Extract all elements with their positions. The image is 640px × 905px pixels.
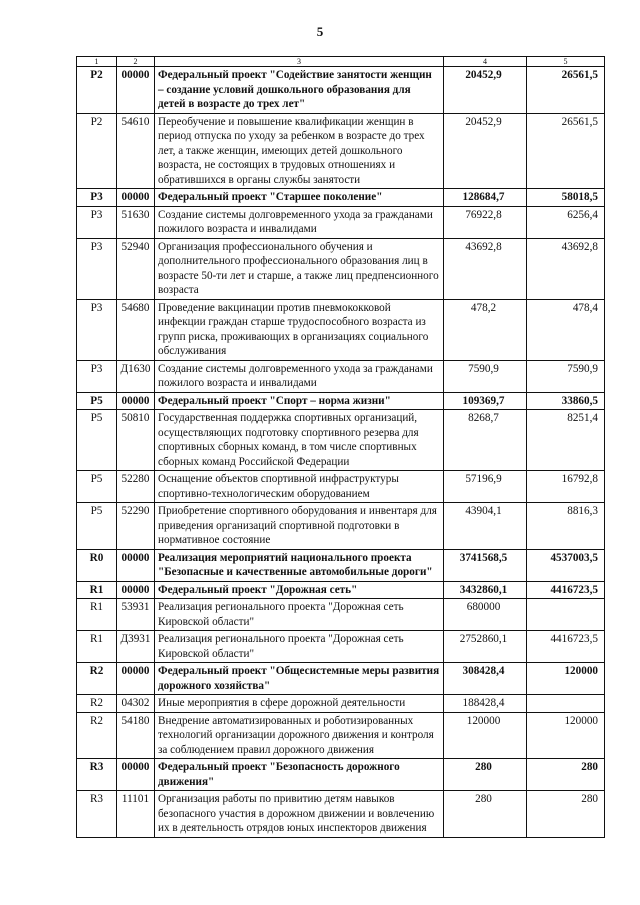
row-value-col4: 76922,8 (444, 206, 527, 238)
row-code: Р2 (77, 67, 117, 114)
row-value-col5: 7590,9 (527, 360, 605, 392)
row-value-col4: 43904,1 (444, 503, 527, 550)
column-number-2: 2 (117, 57, 155, 67)
row-code: R2 (77, 695, 117, 713)
row-subcode: 54680 (117, 299, 155, 360)
row-value-col4: 43692,8 (444, 238, 527, 299)
row-subcode: 00000 (117, 549, 155, 581)
row-subcode: 04302 (117, 695, 155, 713)
row-subcode: Д1630 (117, 360, 155, 392)
table-row (77, 712, 605, 759)
row-value-col5: 8251,4 (527, 410, 605, 471)
row-value-col5: 26561,5 (527, 113, 605, 189)
row-name: Реализация регионального проекта "Дорожная сеть Кировской области" (155, 599, 444, 631)
row-value-col5: 280 (527, 759, 605, 791)
row-value-col5: 58018,5 (527, 189, 605, 207)
row-code: R1 (77, 581, 117, 599)
table-row (77, 695, 605, 713)
row-value-col5: 4416723,5 (527, 581, 605, 599)
row-name: Создание системы долговременного ухода за гражданами пожилого возраста и инвалидами (155, 206, 444, 238)
row-value-col5: 4537003,5 (527, 549, 605, 581)
row-name: Проведение вакцинации против пневмококковой инфекции граждан старше трудоспособного возраста из групп риска, проживающих в организациях социального обслуживания (155, 299, 444, 360)
row-code: R3 (77, 759, 117, 791)
row-value-col4: 280 (444, 791, 527, 838)
row-subcode: 51630 (117, 206, 155, 238)
row-name: Приобретение спортивного оборудования и инвентаря для приведения организаций спортивной подготовки в нормативное состояние (155, 503, 444, 550)
row-value-col5: 280 (527, 791, 605, 838)
row-value-col5: 120000 (527, 663, 605, 695)
row-value-col4: 2752860,1 (444, 631, 527, 663)
row-code: Р5 (77, 392, 117, 410)
row-value-col4: 478,2 (444, 299, 527, 360)
row-name: Иные мероприятия в сфере дорожной деятельности (155, 695, 444, 713)
table-row (77, 360, 605, 392)
row-value-col4: 3432860,1 (444, 581, 527, 599)
row-code: Р5 (77, 503, 117, 550)
row-subcode: 53931 (117, 599, 155, 631)
row-subcode: 52290 (117, 503, 155, 550)
row-subcode: 00000 (117, 581, 155, 599)
row-subcode: 50810 (117, 410, 155, 471)
row-value-col5: 33860,5 (527, 392, 605, 410)
row-name: Переобучение и повышение квалификации женщин в период отпуска по уходу за ребенком в возрасте до трех лет, а также женщин, имеющих детей дошкольного возраста, не состоящих в трудовых отношениях и обратившихся в органы службы занятости (155, 113, 444, 189)
row-name: Организация профессионального обучения и дополнительного профессионального образования лиц в возрасте 50-ти лет и старше, а также лиц предпенсионного возраста (155, 238, 444, 299)
row-subcode: 00000 (117, 392, 155, 410)
row-value-col5: 120000 (527, 712, 605, 759)
table-row (77, 238, 605, 299)
row-value-col5 (527, 599, 605, 631)
row-value-col4: 3741568,5 (444, 549, 527, 581)
row-subcode: 00000 (117, 663, 155, 695)
table-row (77, 189, 605, 207)
row-code: R3 (77, 791, 117, 838)
row-value-col4: 8268,7 (444, 410, 527, 471)
row-value-col5 (527, 695, 605, 713)
row-code: R1 (77, 599, 117, 631)
row-subcode: 54610 (117, 113, 155, 189)
row-value-col4: 120000 (444, 712, 527, 759)
table-row (77, 410, 605, 471)
row-code: Р3 (77, 360, 117, 392)
row-subcode: 11101 (117, 791, 155, 838)
row-subcode: 52940 (117, 238, 155, 299)
row-subcode: 00000 (117, 67, 155, 114)
table-row (77, 549, 605, 581)
row-name: Реализация мероприятий национального проекта "Безопасные и качественные автомобильные дороги" (155, 549, 444, 581)
row-name: Федеральный проект "Безопасность дорожного движения" (155, 759, 444, 791)
row-value-col4: 20452,9 (444, 67, 527, 114)
row-code: Р3 (77, 238, 117, 299)
row-code: Р3 (77, 206, 117, 238)
row-value-col5: 478,4 (527, 299, 605, 360)
row-code: R2 (77, 712, 117, 759)
row-name: Государственная поддержка спортивных организаций, осуществляющих подготовку спортивного резерва для спортивных сборных команд, в том числе спортивных сборных команд Российской Федерации (155, 410, 444, 471)
row-value-col4: 680000 (444, 599, 527, 631)
row-name: Федеральный проект "Спорт – норма жизни" (155, 392, 444, 410)
row-name: Оснащение объектов спортивной инфраструктуры спортивно-технологическим оборудованием (155, 471, 444, 503)
table-row (77, 631, 605, 663)
table-row (77, 206, 605, 238)
row-value-col4: 109369,7 (444, 392, 527, 410)
row-code: Р5 (77, 410, 117, 471)
column-number-4: 4 (444, 57, 527, 67)
row-code: Р2 (77, 113, 117, 189)
table-row (77, 599, 605, 631)
row-code: R1 (77, 631, 117, 663)
row-value-col4: 20452,9 (444, 113, 527, 189)
row-name: Организация работы по привитию детям навыков безопасного участия в дорожном движении и вовлечению их в деятельность отрядов юных инспекторов движения (155, 791, 444, 838)
row-value-col4: 308428,4 (444, 663, 527, 695)
row-value-col5: 16792,8 (527, 471, 605, 503)
table-row (77, 392, 605, 410)
row-subcode: 52280 (117, 471, 155, 503)
row-name: Федеральный проект "Содействие занятости женщин – создание условий дошкольного образования для детей в возрасте до трех лет" (155, 67, 444, 114)
table-row (77, 581, 605, 599)
column-number-1: 1 (77, 57, 117, 67)
row-code: Р3 (77, 189, 117, 207)
table-row (77, 503, 605, 550)
row-value-col5: 8816,3 (527, 503, 605, 550)
row-name: Создание системы долговременного ухода за гражданами пожилого возраста и инвалидами (155, 360, 444, 392)
table-row (77, 663, 605, 695)
row-subcode: 00000 (117, 759, 155, 791)
page-number: 5 (316, 24, 324, 39)
table-row (77, 791, 605, 838)
row-value-col4: 188428,4 (444, 695, 527, 713)
row-code: Р3 (77, 299, 117, 360)
table-row (77, 299, 605, 360)
table-row (77, 759, 605, 791)
row-name: Федеральный проект "Дорожная сеть" (155, 581, 444, 599)
row-name: Реализация регионального проекта "Дорожная сеть Кировской области" (155, 631, 444, 663)
row-name: Федеральный проект "Старшее поколение" (155, 189, 444, 207)
row-code: R0 (77, 549, 117, 581)
row-subcode: 00000 (117, 189, 155, 207)
row-subcode: Д3931 (117, 631, 155, 663)
row-value-col5: 43692,8 (527, 238, 605, 299)
row-value-col4: 280 (444, 759, 527, 791)
table-row (77, 471, 605, 503)
row-value-col4: 57196,9 (444, 471, 527, 503)
row-name: Федеральный проект "Общесистемные меры развития дорожного хозяйства" (155, 663, 444, 695)
row-code: Р5 (77, 471, 117, 503)
row-value-col5: 4416723,5 (527, 631, 605, 663)
column-number-5: 5 (527, 57, 605, 67)
row-value-col5: 6256,4 (527, 206, 605, 238)
row-subcode: 54180 (117, 712, 155, 759)
row-value-col4: 128684,7 (444, 189, 527, 207)
row-code: R2 (77, 663, 117, 695)
table-header-row (77, 57, 605, 67)
table-row (77, 113, 605, 189)
table-row (77, 67, 605, 114)
row-value-col4: 7590,9 (444, 360, 527, 392)
row-value-col5: 26561,5 (527, 67, 605, 114)
row-name: Внедрение автоматизированных и роботизированных технологий организации дорожного движения и контроля за соблюдением правил дорожного движения (155, 712, 444, 759)
column-number-3: 3 (155, 57, 444, 67)
budget-table (76, 56, 605, 838)
